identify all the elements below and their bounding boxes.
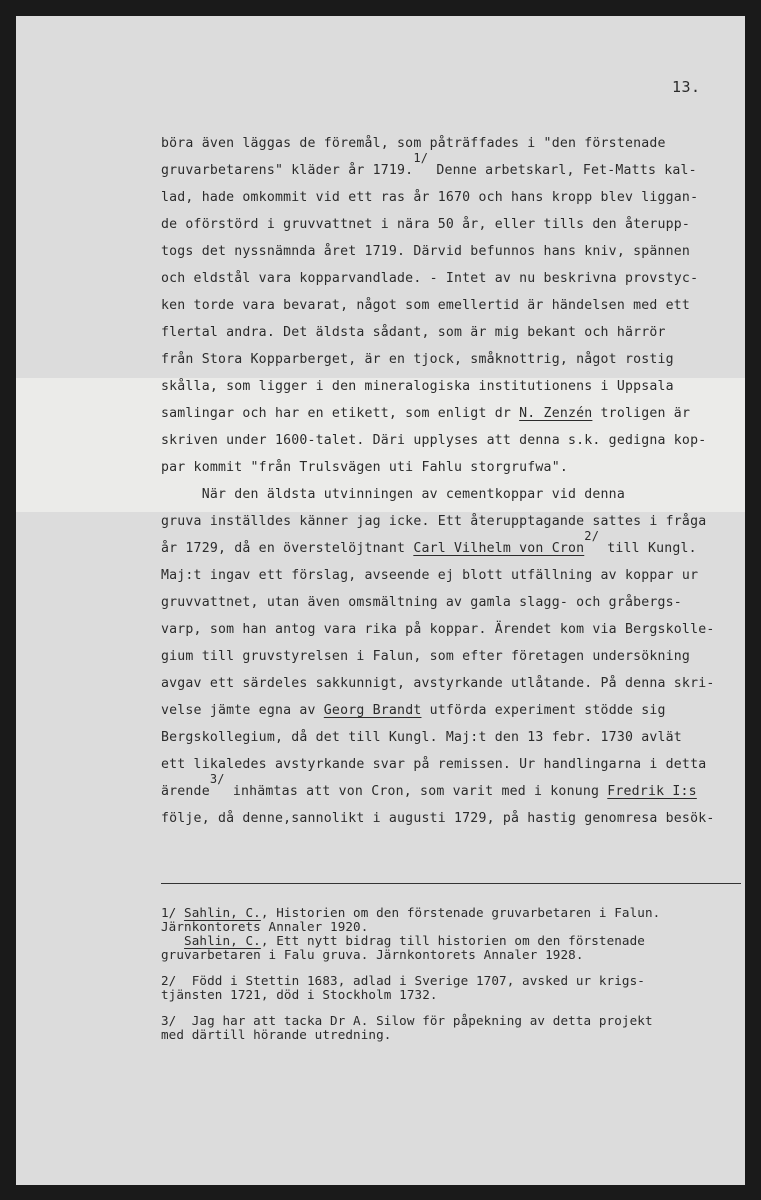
text-line: [161, 805, 741, 832]
text-run: till Kungl.: [599, 541, 697, 556]
text-run: gruvarbetaren i Falu gruva. Järnkontorets Annaler 1928.: [161, 947, 584, 962]
text-run: varp, som han antog vara rika på koppar. Ärendet kom via Bergskolle-: [161, 622, 715, 637]
text-run: flertal andra. Det äldsta sådant, som är mig bekant och härrör: [161, 325, 666, 340]
footnote-divider: [161, 883, 741, 884]
text-run: troligen är: [592, 406, 691, 421]
text-line: [161, 130, 741, 157]
text-line: [161, 616, 741, 643]
text-run: böra även läggas de föremål, som påträffades i "den förstenade: [161, 136, 666, 151]
footnote-ref: 3/: [209, 772, 225, 786]
text-run: När den äldsta utvinningen av cementkoppar vid denna: [161, 487, 625, 502]
text-line: [161, 184, 741, 211]
footnote-line: [161, 974, 741, 988]
text-run: skålla, som ligger i den mineralogiska institutionens i Uppsala: [161, 379, 674, 394]
text-line: [161, 724, 741, 751]
text-run: , Ett nytt bidrag till historien om den förstenade: [260, 933, 645, 948]
text-line: [161, 319, 741, 346]
text-run: ken torde vara bevarat, något som emellertid är händelsen med ett: [161, 298, 691, 313]
text-run: tjänsten 1721, död i Stockholm 1732.: [161, 987, 438, 1002]
text-run: samlingar och har en etikett, som enligt dr: [161, 406, 520, 421]
text-line: [161, 562, 741, 589]
text-line: [161, 670, 741, 697]
text-run: avgav ett särdeles sakkunnigt, avstyrkande utlåtande. På denna skri-: [161, 676, 715, 691]
underlined-name: N. Zenzén: [519, 406, 593, 421]
text-run: ärende: [161, 784, 210, 799]
text-line: [161, 265, 741, 292]
document-page: [16, 16, 745, 1185]
footnote-ref: 2/: [584, 529, 600, 543]
text-run: lad, hade omkommit vid ett ras år 1670 och hans kropp blev liggan-: [161, 190, 699, 205]
text-run: utförda experiment stödde sig: [421, 703, 666, 718]
text-run: togs det nyssnämnda året 1719. Därvid befunnos hans kniv, spännen: [161, 244, 691, 259]
underlined-name: Carl Vilhelm von Cron: [413, 541, 585, 556]
footnote-line: [161, 920, 741, 934]
text-run: 3/ Jag har att tacka Dr A. Silow för påpekning av detta projekt: [161, 1013, 653, 1028]
body-text: [161, 130, 741, 832]
text-run: gruva inställdes känner jag icke. Ett återupptagande sattes i fråga: [161, 514, 707, 529]
text-line: [161, 400, 741, 427]
footnote-line: [161, 934, 741, 948]
footnote-line: [161, 948, 741, 962]
text-line: [161, 292, 741, 319]
text-run: gruvarbetarens" kläder år 1719.: [161, 163, 414, 178]
text-run: inhämtas att von Cron, som varit med i konung: [224, 784, 608, 799]
text-line: [161, 508, 741, 535]
text-line: [161, 373, 741, 400]
text-line: [161, 751, 741, 778]
underlined-name: Fredrik I:s: [607, 784, 697, 799]
text-run: Maj:t ingav ett förslag, avseende ej blott utfällning av koppar ur: [161, 568, 699, 583]
text-line: [161, 151, 741, 184]
footnote-line: [161, 906, 741, 920]
underlined-name: Georg Brandt: [323, 703, 422, 718]
text-run: de oförstörd i gruvvattnet i nära 50 år, eller tills den återupp-: [161, 217, 691, 232]
text-line: [161, 772, 741, 805]
text-run: Denne arbetskarl, Fet-Matts kal-: [428, 163, 697, 178]
text-run: från Stora Kopparberget, är en tjock, småknottrig, något rostig: [161, 352, 674, 367]
footnotes: [161, 906, 741, 1042]
footnote-line: [161, 988, 741, 1002]
text-run: , Historien om den förstenade gruvarbetaren i Falun.: [260, 905, 661, 920]
text-run: Bergskollegium, då det till Kungl. Maj:t den 13 febr. 1730 avlät: [161, 730, 682, 745]
text-run: gruvvattnet, utan även omsmältning av gamla slagg- och gråbergs-: [161, 595, 682, 610]
text-line: [161, 211, 741, 238]
underlined-name: Sahlin, C.: [184, 933, 261, 948]
text-run: följe, då denne,sannolikt i augusti 1729, på hastig genomresa besök-: [161, 811, 715, 826]
text-line: [161, 589, 741, 616]
footnote-ref: 1/: [413, 151, 429, 165]
text-run: [161, 933, 184, 948]
text-run: skriven under 1600-talet. Däri upplyses att denna s.k. gedigna kop-: [161, 433, 707, 448]
footnote: [161, 1014, 741, 1042]
text-line: [161, 427, 741, 454]
text-run: 1/: [161, 905, 185, 920]
text-line: [161, 454, 741, 481]
text-line: [161, 643, 741, 670]
text-line: [161, 238, 741, 265]
text-run: och eldstål vara kopparvandlade. - Intet av nu beskrivna provstyc-: [161, 271, 699, 286]
text-run: 2/ Född i Stettin 1683, adlad i Sverige 1707, avsked ur krigs-: [161, 973, 645, 988]
footnote: [161, 974, 741, 1002]
text-run: velse jämte egna av: [161, 703, 324, 718]
text-run: år 1729, då en överstelöjtnant: [161, 541, 414, 556]
text-run: Järnkontorets Annaler 1920.: [161, 919, 369, 934]
text-run: ett likaledes avstyrkande svar på remissen. Ur handlingarna i detta: [161, 757, 707, 772]
footnote-line: [161, 1028, 741, 1042]
page-number: 13.: [672, 78, 701, 96]
text-line: [161, 481, 741, 508]
text-run: med därtill hörande utredning.: [161, 1027, 392, 1042]
footnote-line: [161, 1014, 741, 1028]
underlined-name: Sahlin, C.: [184, 905, 261, 920]
footnote: [161, 906, 741, 962]
text-line: [161, 346, 741, 373]
text-line: [161, 697, 741, 724]
text-run: gium till gruvstyrelsen i Falun, som efter företagen undersökning: [161, 649, 691, 664]
text-line: [161, 529, 741, 562]
text-run: par kommit "från Trulsvägen uti Fahlu storgrufwa".: [161, 460, 568, 475]
